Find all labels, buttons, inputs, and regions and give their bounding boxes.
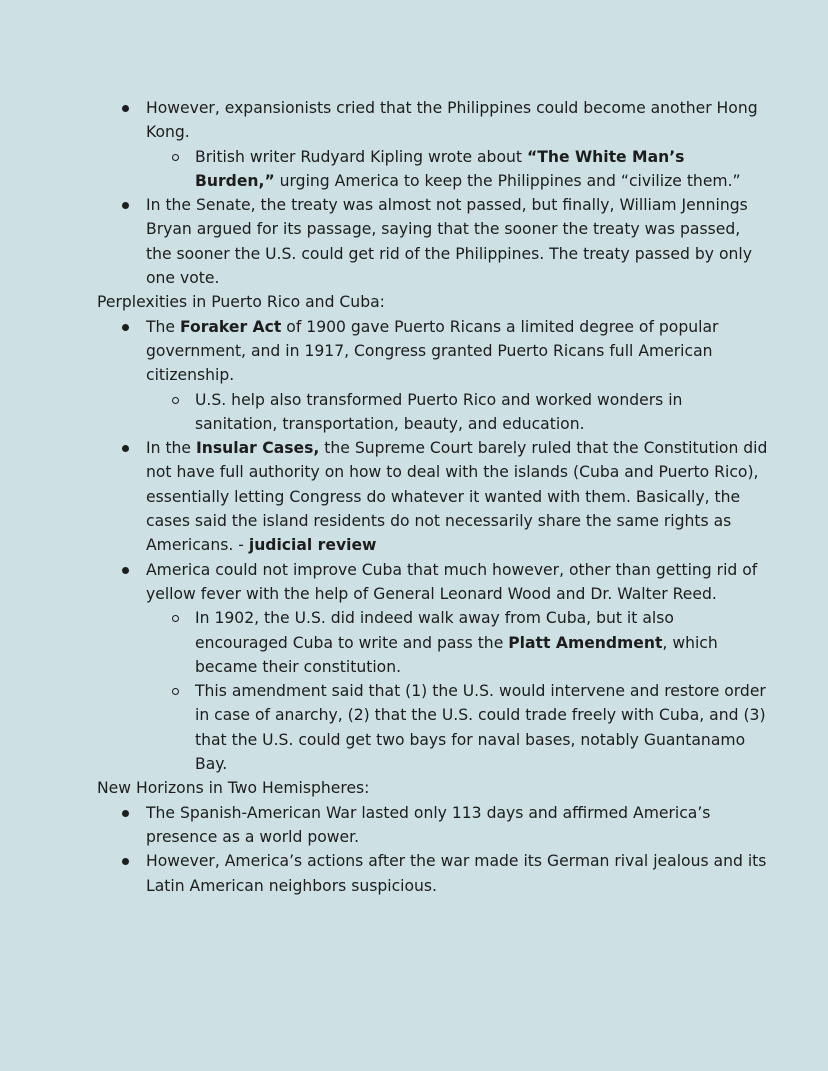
bullet-item	[146, 193, 768, 290]
text-run: In the Senate, the treaty was almost not passed, but finally, William Jennings Bryan argued for its passage, saying that the sooner the treaty was passed, the sooner the U.S. could get rid of the Philippines. The treaty passed by only one vote.	[146, 196, 752, 288]
text-run: However, expansionists cried that the Philippines could become another Hong Kong.	[146, 99, 758, 142]
text-run: , which became their constitution.	[195, 633, 718, 676]
sub-bullet-list	[146, 388, 768, 437]
section-heading: Perplexities in Puerto Rico and Cuba:	[97, 293, 385, 312]
sub-bullet-item	[195, 145, 768, 194]
text-run: of 1900 gave Puerto Ricans a limited degree of popular government, and in 1917, Congress granted Puerto Ricans full American citizenship.	[146, 317, 719, 385]
text-run: The Spanish-American War lasted only 113 days and affirmed America’s presence as a world power.	[146, 803, 711, 846]
bullet-item	[146, 558, 768, 777]
section-heading: New Horizons in Two Hemispheres:	[97, 779, 370, 798]
text-run: America could not improve Cuba that much however, other than getting rid of yellow fever with the help of General Leonard Wood and Dr. Walter Reed.	[146, 560, 758, 603]
sub-bullet-item	[195, 388, 768, 437]
bullet-list	[97, 96, 768, 290]
bullet-list	[97, 315, 768, 777]
bold-term: Foraker Act	[179, 317, 282, 336]
bullet-item	[146, 96, 768, 193]
text-run: British writer Rudyard Kipling wrote about	[195, 147, 527, 166]
bold-term: Insular Cases,	[196, 439, 320, 458]
bold-term: Platt Amendment	[508, 633, 663, 652]
text-run: This amendment said that (1) the U.S. would intervene and restore order in case of anarchy, (2) that the U.S. could trade freely with Cuba, and (3) that the U.S. could get two bays for naval bases, notably Guantanamo Bay.	[195, 682, 766, 774]
bullet-item	[146, 315, 768, 436]
text-run: However, America’s actions after the war made its German rival jealous and its Latin American neighbors suspicious.	[146, 852, 767, 895]
sub-bullet-list	[146, 145, 768, 194]
sub-bullet-list	[146, 606, 768, 776]
bullet-item	[146, 436, 768, 557]
sub-bullet-item	[195, 606, 768, 679]
bullet-item	[146, 801, 768, 850]
bold-term: judicial review	[248, 536, 377, 555]
text-run: U.S. help also transformed Puerto Rico and worked wonders in sanitation, transportation, beauty, and education.	[195, 390, 683, 433]
bullet-list	[97, 801, 768, 898]
text-run: the Supreme Court barely ruled that the Constitution did not have full authority on how to deal with the islands (Cuba and Puerto Rico), essentially letting Congress do whatever it wanted with them. Basically, the cases said the island residents do not necessarily share the same rights as Americans. -	[146, 439, 768, 555]
bullet-item	[146, 849, 768, 898]
text-run: The	[146, 317, 180, 336]
text-run: urging America to keep the Philippines and “civilize them.”	[274, 171, 741, 190]
text-run: In the	[146, 439, 196, 458]
text-run: In 1902, the U.S. did indeed walk away from Cuba, but it also encouraged Cuba to write and pass the	[195, 609, 674, 652]
sub-bullet-item	[195, 679, 768, 776]
bold-term: “The White Man’s Burden,”	[195, 147, 685, 190]
